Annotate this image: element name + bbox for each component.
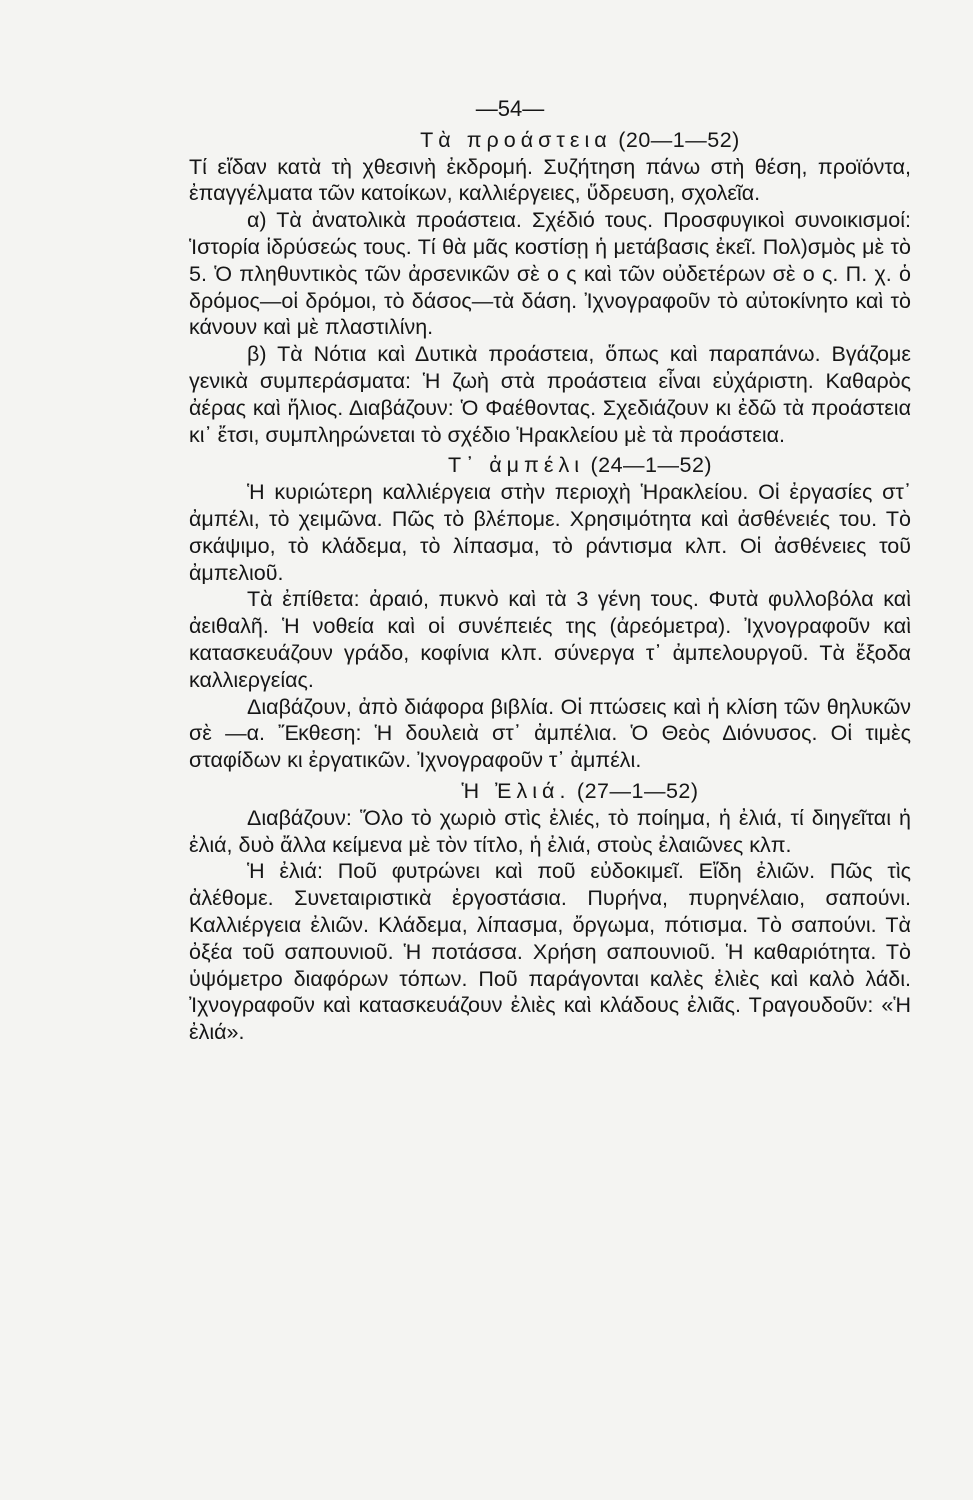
heading-title: Ἡ Ἐλιά. (461, 778, 571, 803)
heading-title: Τ᾿ ἀμπέλι (447, 453, 584, 478)
paragraph: Διαβάζουν, ἀπὸ διάφορα βιβλία. Οἱ πτώσεις καὶ ἡ κλίση τῶν θηλυκῶν σὲ —α. Ἔκθεση: Ἡ δουλειὰ στ᾿ ἀμπέλια. Ὁ Θεὸς Διόνυσος. Οἱ τιμὲς σταφίδων κι ἐργατικῶν. Ἰχνογραφοῦν τ᾿ ἀμπέλι. (189, 694, 911, 773)
paragraph: Διαβάζουν: Ὅλο τὸ χωριὸ στὶς ἐλιές, τὸ ποίημα, ἡ ἐλιά, τί διηγεῖται ἡ ἐλιά, δυὸ ἄλλα κείμενα μὲ τὸν τίτλο, ἡ ἐλιά, στοὺς ἐλαιῶνες κλπ. (189, 805, 911, 857)
page-content (189, 96, 911, 1046)
paragraph: Ἡ κυριώτερη καλλιέργεια στὴν περιοχὴ Ἡρακλείου. Οἱ ἐργασίες στ᾿ ἀμπέλι, τὸ χειμῶνα. Πῶς τὸ βλέπομε. Χρησιμότητα καὶ ἀσθένειές του. Τὸ σκάψιμο, τὸ κλάδεμα, τὸ λίπασμα, τὸ ράντισμα κλπ. Οἱ ἀσθένειες τοῦ ἀμπελιοῦ. (189, 480, 911, 585)
heading-title: Τὰ προάστεια (420, 127, 612, 152)
heading-date: (27—1—52) (576, 778, 699, 803)
paragraph: β) Τὰ Νότια καὶ Δυτικὰ προάστεια, ὅπως καὶ παραπάνω. Βγάζομε γενικὰ συμπεράσματα: Ἡ ζωὴ στὰ προάστεια εἶναι εὐχάριστη. Καθαρὸς ἀέρας καὶ ἥλιος. Διαβάζουν: Ὁ Φαέθοντας. Σχεδιάζουν κι ἐδῶ τὰ προάστεια κι᾿ ἔτσι, συμπληρώνεται τὸ σχέδιο Ἡρακλείου μὲ τὰ προάστεια. (189, 342, 911, 447)
section-heading-proasteia (189, 127, 911, 154)
paragraph: Τὰ ἐπίθετα: ἀραιό, πυκνὸ καὶ τὰ 3 γένη τους. Φυτὰ φυλλοβόλα καὶ ἀειθαλῆ. Ἡ νοθεία καὶ οἱ συνέπειές της (ἀρεόμετρα). Ἰχνογραφοῦν καὶ κατασκευάζουν γράδο, κοφίνια κλπ. σύνεργα τ᾿ ἀμπελουργοῦ. Τὰ ἔξοδα καλλιεργείας. (189, 587, 911, 692)
heading-date: (24—1—52) (590, 453, 713, 478)
page-number: —54— (475, 96, 545, 121)
section-heading-elia (189, 778, 911, 805)
paragraph: Ἡ ἐλιά: Ποῦ φυτρώνει καὶ ποῦ εὐδοκιμεῖ. Εἴδη ἐλιῶν. Πῶς τὶς ἀλέθομε. Συνεταιριστικὰ ἐργοστάσια. Πυρήνα, πυρηνέλαιο, σαπούνι. Καλλιέργεια ἐλιῶν. Κλάδεμα, λίπασμα, ὄργωμα, πότισμα. Τὸ σαπούνι. Τὰ ὀξέα τοῦ σαπουνιοῦ. Ἡ ποτάσσα. Χρήση σαπουνιοῦ. Ἡ καθαριότητα. Τὸ ὑψόμετρο διαφόρων τόπων. Ποῦ παράγονται καλὲς ἐλιὲς καὶ καλὸ λάδι. Ἰχνογραφοῦν καὶ κατασκευάζουν ἐλιὲς καὶ κλάδους ἐλιᾶς. Τραγουδοῦν: «Ἡ ἐλιά». (189, 859, 911, 1045)
section-heading-ampeli (189, 452, 911, 479)
paragraph: Τί εἴδαν κατὰ τὴ χθεσινὴ ἐκδρομή. Συζήτηση πάνω στὴ θέση, προϊόντα, ἐπαγγέλματα τῶν κατοίκων, καλλιέργειες, ὕδρευση, σχολεῖα. (189, 154, 911, 206)
paragraph: α) Τὰ ἀνατολικὰ προάστεια. Σχέδιό τους. Προσφυγικοὶ συνοικισμοί: Ἱστορία ἱδρύσεώς τους. Τί θὰ μᾶς κοστίσῃ ἡ μετάβασις ἐκεῖ. Πολ)σμὸς μὲ τὸ 5. Ὁ πληθυντικὸς τῶν ἀρσενικῶν σὲ ο ς καὶ τῶν οὐδετέρων σὲ ο ς. Π. χ. ὁ δρόμος—οἱ δρόμοι, τὸ δάσος—τὰ δάση. Ἰχνογραφοῦν τὸ αὐτοκίνητο καὶ τὸ κάνουν καὶ μὲ πλαστιλίνη. (189, 208, 911, 340)
heading-date: (20—1—52) (618, 127, 740, 152)
